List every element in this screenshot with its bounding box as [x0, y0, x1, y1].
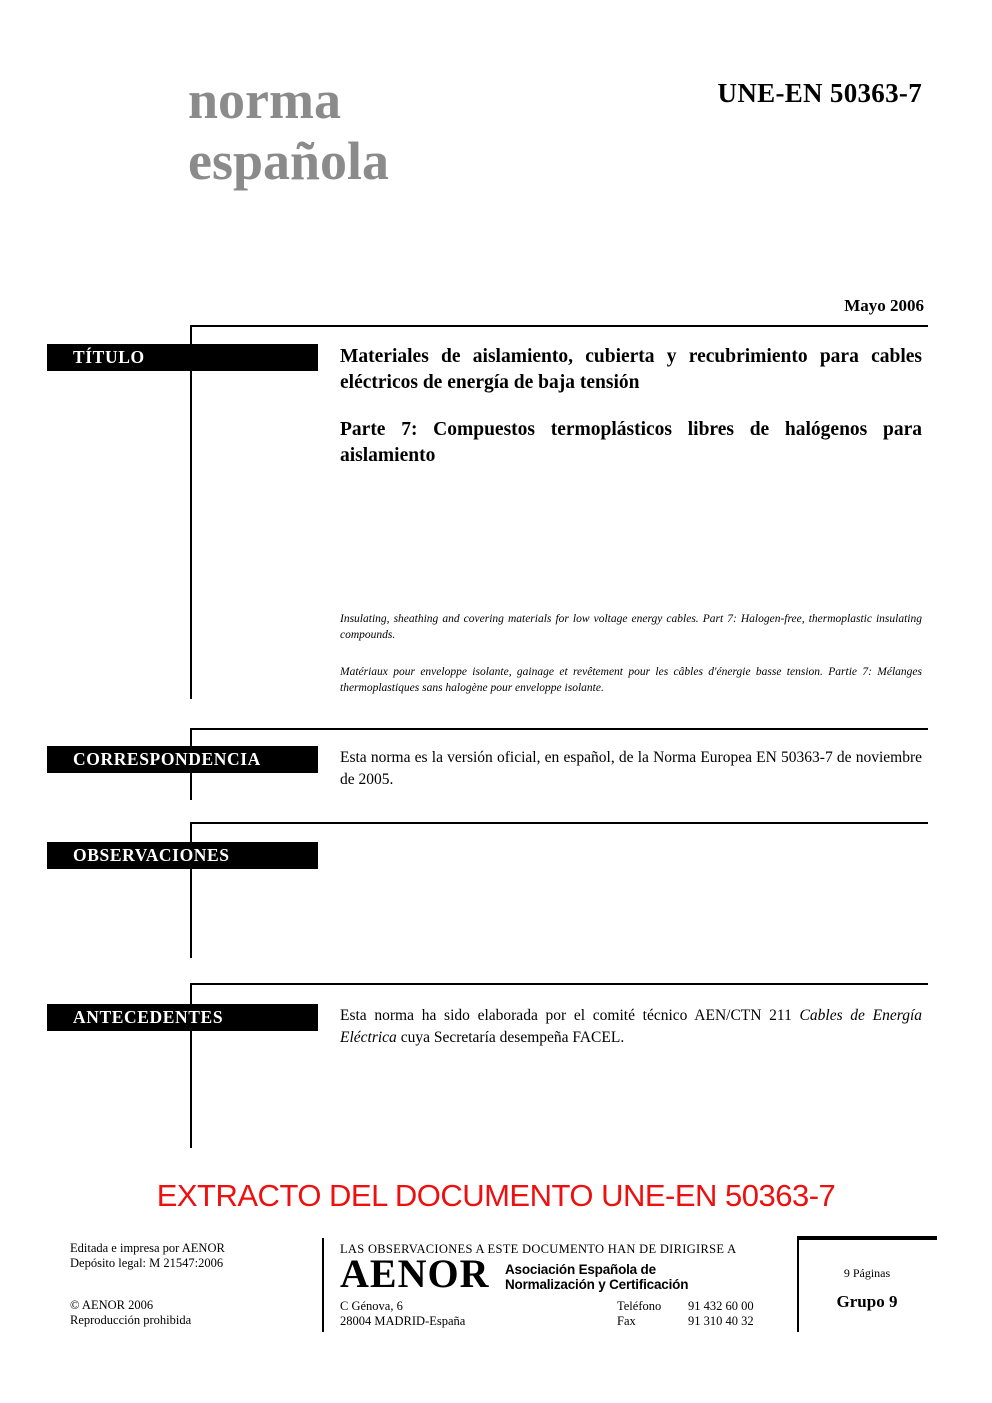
footer-fax-number: 91 310 40 32 [688, 1314, 754, 1328]
footer-deposit-line: Depósito legal: M 21547:2006 [70, 1256, 224, 1270]
observaciones-top-rule [190, 822, 928, 824]
antecedentes-label-bar [47, 1004, 318, 1031]
aenor-org-line-2: Normalización y Certificación [505, 1277, 689, 1292]
observaciones-label-bar [47, 842, 318, 869]
titulo-label-bar [47, 344, 318, 371]
publication-date: Mayo 2006 [844, 296, 924, 315]
titulo-label: TÍTULO [73, 347, 145, 367]
footer-address-row-1 [340, 1299, 790, 1314]
footer-divider-left [322, 1238, 324, 1332]
observaciones-label: OBSERVACIONES [73, 845, 230, 865]
footer-fax-label: Fax [617, 1314, 636, 1328]
footer-copyright-line: © AENOR 2006 [70, 1298, 154, 1312]
footer-city: 28004 MADRID-España [340, 1314, 466, 1328]
logo-line-2: española [188, 131, 390, 191]
title-english: Insulating, sheathing and covering materials for low voltage energy cables. Part 7: Halogen-free, thermoplastic insulating compounds. [340, 613, 922, 641]
correspondencia-label-bar [47, 746, 318, 773]
norma-espanola-logo [188, 70, 389, 192]
footer-copyright-block [70, 1298, 191, 1328]
titulo-left-rule [190, 325, 192, 699]
title-spanish-main: Materiales de aislamiento, cubierta y recubrimiento para cables eléctricos de energía de baja tensión [340, 346, 922, 393]
antecedentes-text-italic: Cables de Energía Eléctrica [340, 1007, 923, 1046]
footer-phone-number: 91 432 60 00 [688, 1299, 754, 1313]
aenor-org-line-1: Asociación Española de [505, 1262, 656, 1277]
title-spanish-part: Parte 7: Compuestos termoplásticos libres de halógenos para aislamiento [340, 419, 922, 466]
antecedentes-text-after: cuya Secretaría desempeña FACEL. [396, 1029, 625, 1046]
antecedentes-text-before: Esta norma ha sido elaborada por el comité técnico AEN/CTN 211 [340, 1007, 800, 1024]
antecedentes-text [340, 1005, 922, 1049]
antecedentes-label: ANTECEDENTES [73, 1007, 224, 1027]
antecedentes-top-rule [190, 983, 928, 985]
correspondencia-top-rule [190, 728, 928, 730]
footer-rightbox-top-border [797, 1236, 937, 1240]
extract-notice: EXTRACTO DEL DOCUMENTO UNE-EN 50363-7 [156, 1178, 836, 1213]
document-code: UNE-EN 50363-7 [717, 78, 922, 108]
aenor-org-name [505, 1262, 688, 1292]
footer-rightbox-left-border [797, 1236, 799, 1332]
title-french: Matériaux pour enveloppe isolante, gainage et revêtement pour les câbles d'énergie basse tension. Partie 7: Mélanges thermoplastiques sans halogène pour enveloppe isolante. [340, 666, 922, 694]
footer-phone-label: Teléfono [617, 1299, 662, 1313]
titulo-top-rule [190, 325, 928, 327]
footer-publisher-line: Editada e impresa por AENOR [70, 1241, 225, 1255]
logo-line-1: norma [188, 70, 341, 130]
footer-group-number: Grupo 9 [836, 1292, 898, 1311]
correspondencia-label: CORRESPONDENCIA [73, 749, 261, 769]
footer-address-row-2 [340, 1314, 790, 1329]
correspondencia-text: Esta norma es la versión oficial, en español, de la Norma Europea EN 50363-7 de noviembre de 2005. [340, 749, 922, 788]
footer-observations-notice: LAS OBSERVACIONES A ESTE DOCUMENTO HAN DE DIRIGIRSE A [340, 1242, 737, 1256]
footer-pages-count: 9 Páginas [843, 1266, 891, 1280]
aenor-logo: AENOR [340, 1251, 490, 1296]
footer-reproduction-line: Reproducción prohibida [70, 1313, 192, 1327]
footer-street: C Génova, 6 [340, 1299, 403, 1313]
footer-publisher-block [70, 1241, 225, 1271]
